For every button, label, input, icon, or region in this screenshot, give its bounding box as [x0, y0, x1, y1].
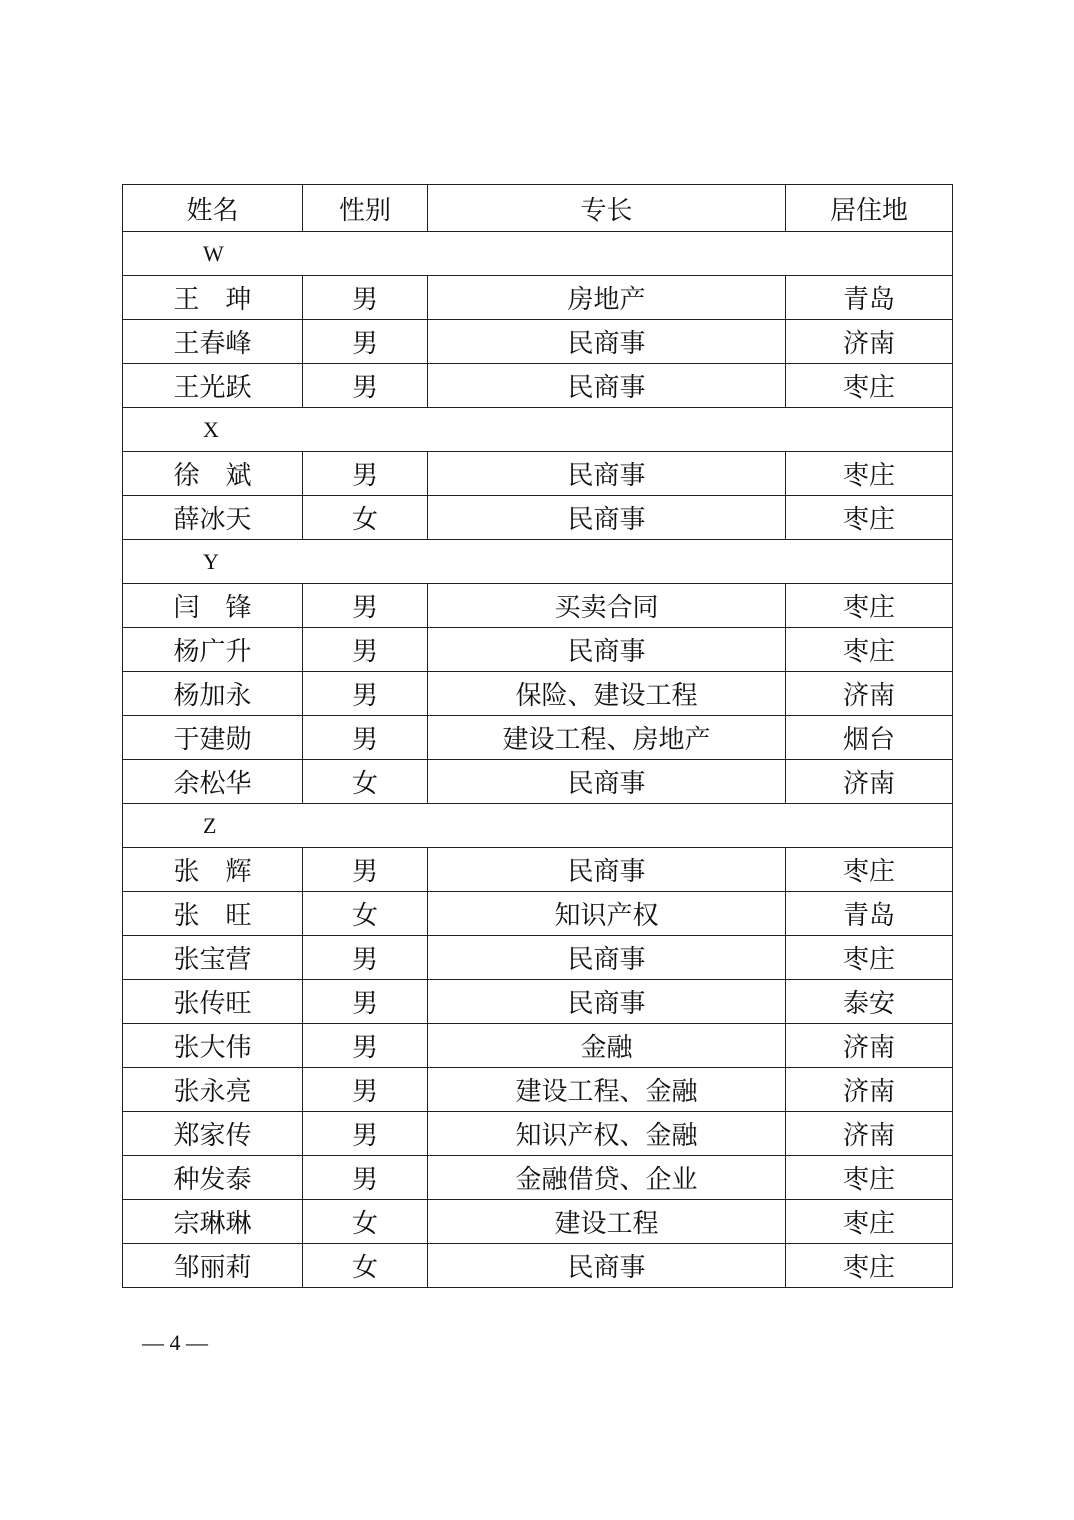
cell-residence: 济南 — [786, 760, 953, 804]
cell-name: 余松华 — [123, 760, 303, 804]
cell-name: 张宝营 — [123, 936, 303, 980]
cell-specialty: 建设工程、房地产 — [428, 716, 786, 760]
letter-group-row — [123, 804, 953, 848]
cell-residence: 济南 — [786, 1024, 953, 1068]
cell-residence: 青岛 — [786, 276, 953, 320]
table-row — [123, 672, 953, 716]
cell-name: 王 珅 — [123, 276, 303, 320]
cell-gender: 男 — [303, 1068, 428, 1112]
table-row — [123, 1244, 953, 1288]
cell-gender: 男 — [303, 364, 428, 408]
table-row — [123, 716, 953, 760]
letter-group-row — [123, 232, 953, 276]
cell-specialty: 民商事 — [428, 980, 786, 1024]
cell-name: 张 辉 — [123, 848, 303, 892]
cell-gender: 男 — [303, 1112, 428, 1156]
cell-gender: 男 — [303, 980, 428, 1024]
cell-residence: 济南 — [786, 672, 953, 716]
table-row — [123, 1068, 953, 1112]
cell-name: 王春峰 — [123, 320, 303, 364]
cell-name: 闫 锋 — [123, 584, 303, 628]
cell-residence: 烟台 — [786, 716, 953, 760]
group-letter: Y — [123, 540, 953, 584]
table-row — [123, 496, 953, 540]
cell-residence: 泰安 — [786, 980, 953, 1024]
cell-name: 张 旺 — [123, 892, 303, 936]
letter-group-row — [123, 408, 953, 452]
cell-residence: 枣庄 — [786, 628, 953, 672]
cell-residence: 枣庄 — [786, 1200, 953, 1244]
header-gender: 性别 — [303, 185, 428, 232]
cell-gender: 男 — [303, 452, 428, 496]
page-number: — 4 — — [142, 1330, 208, 1355]
cell-gender: 女 — [303, 760, 428, 804]
header-name: 姓名 — [123, 185, 303, 232]
cell-specialty: 金融借贷、企业 — [428, 1156, 786, 1200]
cell-gender: 女 — [303, 1244, 428, 1288]
cell-name: 于建勋 — [123, 716, 303, 760]
cell-name: 邹丽莉 — [123, 1244, 303, 1288]
cell-gender: 男 — [303, 848, 428, 892]
header-residence: 居住地 — [786, 185, 953, 232]
table-row — [123, 276, 953, 320]
table-row — [123, 980, 953, 1024]
cell-residence: 济南 — [786, 320, 953, 364]
cell-gender: 男 — [303, 1024, 428, 1068]
cell-name: 杨加永 — [123, 672, 303, 716]
cell-residence: 枣庄 — [786, 584, 953, 628]
header-specialty: 专长 — [428, 185, 786, 232]
cell-gender: 男 — [303, 936, 428, 980]
cell-residence: 枣庄 — [786, 936, 953, 980]
cell-residence: 枣庄 — [786, 1244, 953, 1288]
cell-residence: 枣庄 — [786, 1156, 953, 1200]
cell-gender: 男 — [303, 628, 428, 672]
cell-specialty: 建设工程 — [428, 1200, 786, 1244]
cell-specialty: 民商事 — [428, 628, 786, 672]
table-row — [123, 936, 953, 980]
table-row — [123, 628, 953, 672]
cell-name: 种发泰 — [123, 1156, 303, 1200]
cell-residence: 枣庄 — [786, 848, 953, 892]
cell-gender: 男 — [303, 320, 428, 364]
cell-specialty: 民商事 — [428, 1244, 786, 1288]
cell-specialty: 民商事 — [428, 848, 786, 892]
cell-specialty: 买卖合同 — [428, 584, 786, 628]
cell-gender: 男 — [303, 1156, 428, 1200]
table-row — [123, 760, 953, 804]
cell-name: 薛冰天 — [123, 496, 303, 540]
cell-name: 王光跃 — [123, 364, 303, 408]
cell-specialty: 知识产权、金融 — [428, 1112, 786, 1156]
cell-specialty: 民商事 — [428, 496, 786, 540]
cell-name: 张大伟 — [123, 1024, 303, 1068]
cell-gender: 男 — [303, 672, 428, 716]
group-letter: Z — [123, 804, 953, 848]
cell-specialty: 房地产 — [428, 276, 786, 320]
table-row — [123, 1156, 953, 1200]
group-letter: X — [123, 408, 953, 452]
cell-specialty: 民商事 — [428, 364, 786, 408]
cell-residence: 济南 — [786, 1112, 953, 1156]
cell-residence: 枣庄 — [786, 452, 953, 496]
roster-table — [122, 184, 953, 1288]
cell-gender: 男 — [303, 584, 428, 628]
table-row — [123, 848, 953, 892]
table-row — [123, 892, 953, 936]
cell-name: 郑家传 — [123, 1112, 303, 1156]
cell-specialty: 民商事 — [428, 760, 786, 804]
cell-name: 杨广升 — [123, 628, 303, 672]
cell-specialty: 民商事 — [428, 320, 786, 364]
cell-name: 张传旺 — [123, 980, 303, 1024]
cell-specialty: 知识产权 — [428, 892, 786, 936]
cell-gender: 女 — [303, 892, 428, 936]
letter-group-row — [123, 540, 953, 584]
header-row — [123, 185, 953, 232]
cell-specialty: 民商事 — [428, 936, 786, 980]
cell-gender: 男 — [303, 716, 428, 760]
cell-residence: 枣庄 — [786, 364, 953, 408]
table-row — [123, 452, 953, 496]
cell-specialty: 民商事 — [428, 452, 786, 496]
cell-residence: 济南 — [786, 1068, 953, 1112]
cell-gender: 男 — [303, 276, 428, 320]
cell-residence: 枣庄 — [786, 496, 953, 540]
table-row — [123, 320, 953, 364]
table-row — [123, 584, 953, 628]
cell-residence: 青岛 — [786, 892, 953, 936]
table-row — [123, 364, 953, 408]
cell-name: 宗琳琳 — [123, 1200, 303, 1244]
cell-specialty: 建设工程、金融 — [428, 1068, 786, 1112]
cell-name: 张永亮 — [123, 1068, 303, 1112]
roster-body — [123, 232, 953, 1288]
cell-specialty: 保险、建设工程 — [428, 672, 786, 716]
group-letter: W — [123, 232, 953, 276]
table-row — [123, 1112, 953, 1156]
cell-gender: 女 — [303, 496, 428, 540]
cell-gender: 女 — [303, 1200, 428, 1244]
table-row — [123, 1024, 953, 1068]
cell-specialty: 金融 — [428, 1024, 786, 1068]
cell-name: 徐 斌 — [123, 452, 303, 496]
table-row — [123, 1200, 953, 1244]
